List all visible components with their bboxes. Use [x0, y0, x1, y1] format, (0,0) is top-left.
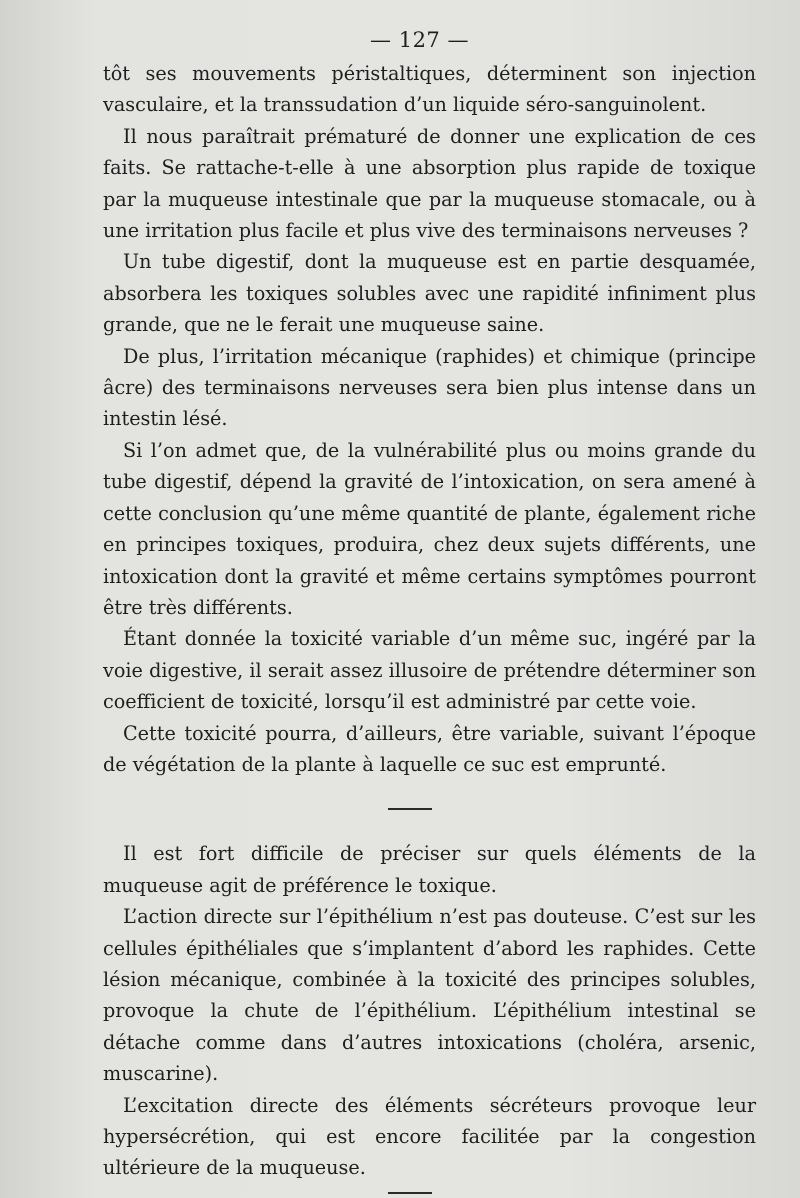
- paragraph-continuation: tôt ses mouvements péristaltiques, déterminent son injection vasculaire, et la transsudation d’un liquide séro-sanguinolent.: [103, 62, 756, 117]
- paragraph-epithelium: L’action directe sur l’épithélium n’est pas douteuse. C’est sur les cellules épithéliales que s’implantent d’abord les raphides. Cette lésion mécanique, combinée à la toxicité des principes solubles, provoque la chute de l’épithélium. L’épithélium intestinal se détache comme dans d’autres intoxications (choléra, arsenic, muscarine).: [103, 905, 756, 1086]
- paragraph-vulnerability: Si l’on admet que, de la vulnérabilité plus ou moins grande du tube digestif, dépend la gravité de l’intoxication, on sera amené à cette conclusion qu’une même quantité de plante, également riche en principes toxiques, produira, chez deux sujets différents, une intoxication dont la gravité et même certains symptômes pourront être très différents.: [103, 438, 756, 619]
- paragraph-explanation: Il nous paraîtrait prématuré de donner une explication de ces faits. Se rattache-t-elle à une absorption plus rapide de toxique par la muqueuse intestinale que par la muqueuse stomacale, ou à une irritation plus facile et plus vive des terminaisons nerveuses ?: [103, 124, 756, 243]
- paragraph-mucosa-elements: Il est fort difficile de préciser sur quels éléments de la muqueuse agit de préférence le toxique.: [103, 842, 756, 897]
- paragraph-desquamation: Un tube digestif, dont la muqueuse est en partie desquamée, absorbera les toxiques solubles avec une rapidité infiniment plus grande, que ne le ferait une muqueuse saine.: [103, 250, 756, 337]
- paragraph-vegetation: Cette toxicité pourra, d’ailleurs, être variable, suivant l’époque de végétation de la plante à laquelle ce suc est emprunté.: [103, 721, 756, 776]
- page-number: — 127 —: [370, 28, 469, 52]
- second-section: [103, 838, 756, 1183]
- paragraph-irritation: De plus, l’irritation mécanique (raphides) et chimique (principe âcre) des terminaisons nerveuses sera bien plus intense dans un intestin lésé.: [103, 344, 756, 431]
- section-separator: [388, 808, 432, 810]
- paragraph-toxicity-coefficient: Étant donnée la toxicité variable d’un même suc, ingéré par la voie digestive, il serait assez illusoire de prétendre déterminer son coefficient de toxicité, lorsqu’il est administré par cette voie.: [103, 627, 756, 714]
- bottom-separator: [388, 1192, 432, 1194]
- paragraph-hypersecretion: L’excitation directe des éléments sécréteurs provoque leur hypersécrétion, qui est encore facilitée par la congestion ultérieure de la muqueuse.: [103, 1093, 756, 1180]
- first-section: [103, 58, 756, 780]
